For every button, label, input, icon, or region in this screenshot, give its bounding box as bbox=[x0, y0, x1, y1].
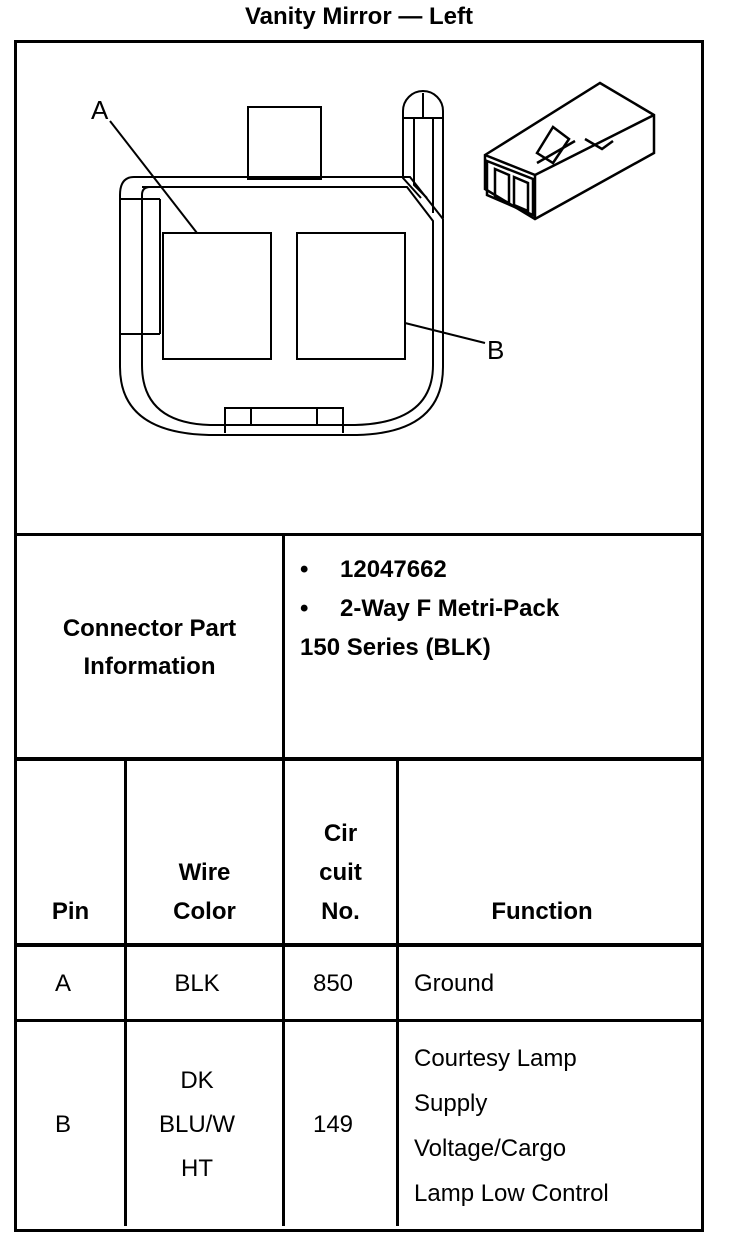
column-header-pin: Pin bbox=[51, 898, 90, 925]
bullet-icon: • bbox=[300, 556, 309, 583]
table-cell-wire-color: BLK bbox=[174, 970, 220, 997]
table-cell-circuit: 850 bbox=[312, 970, 354, 997]
table-cell-line: DK bbox=[180, 1067, 214, 1094]
table-cell-function: Ground bbox=[414, 970, 495, 997]
callout-label-a: A bbox=[91, 95, 109, 125]
connector-diagram bbox=[17, 43, 701, 533]
column-header-line: cuit bbox=[319, 859, 362, 886]
table-cell-function bbox=[414, 1036, 698, 1216]
table-cell-line: Courtesy Lamp bbox=[414, 1045, 577, 1072]
table-cell-pin: A bbox=[54, 970, 71, 997]
divider bbox=[14, 943, 704, 947]
table-cell-pin: B bbox=[54, 1111, 71, 1138]
callout-label-b: B bbox=[487, 335, 505, 365]
connector-description: 2-Way F Metri-Pack bbox=[340, 595, 560, 622]
table-cell-line: Supply bbox=[414, 1090, 488, 1117]
list-item bbox=[300, 589, 700, 628]
table-cell-line: Lamp Low Control bbox=[414, 1180, 609, 1207]
part-number: 12047662 bbox=[340, 556, 447, 583]
column-header-line: Cir bbox=[323, 820, 358, 847]
table-cell-line: BLU/W bbox=[158, 1111, 235, 1138]
bullet-icon: • bbox=[300, 595, 309, 622]
connector-info-label-line: Information bbox=[83, 653, 216, 680]
list-item bbox=[300, 550, 700, 589]
divider bbox=[14, 533, 704, 536]
column-header-line: No. bbox=[321, 898, 360, 925]
table-cell-line: HT bbox=[181, 1155, 213, 1182]
column-header-line: Color bbox=[173, 898, 236, 925]
connector-info-label bbox=[17, 610, 282, 686]
divider bbox=[14, 757, 704, 761]
divider bbox=[396, 760, 399, 1226]
table-cell-wire-color bbox=[127, 1059, 267, 1191]
column-header-function: Function bbox=[491, 898, 593, 925]
connector-info-label-line: Connector Part bbox=[62, 615, 237, 642]
table-cell-circuit: 149 bbox=[312, 1111, 354, 1138]
column-header-circuit bbox=[285, 814, 396, 931]
page-title: Vanity Mirror — Left bbox=[244, 3, 474, 30]
column-header-line: Wire bbox=[178, 859, 231, 886]
connector-info-details bbox=[300, 550, 700, 667]
divider bbox=[14, 1019, 704, 1022]
table-cell-line: Voltage/Cargo bbox=[414, 1135, 567, 1162]
connector-description-continued: 150 Series (BLK) bbox=[300, 634, 491, 661]
column-header-wire-color bbox=[127, 853, 282, 931]
